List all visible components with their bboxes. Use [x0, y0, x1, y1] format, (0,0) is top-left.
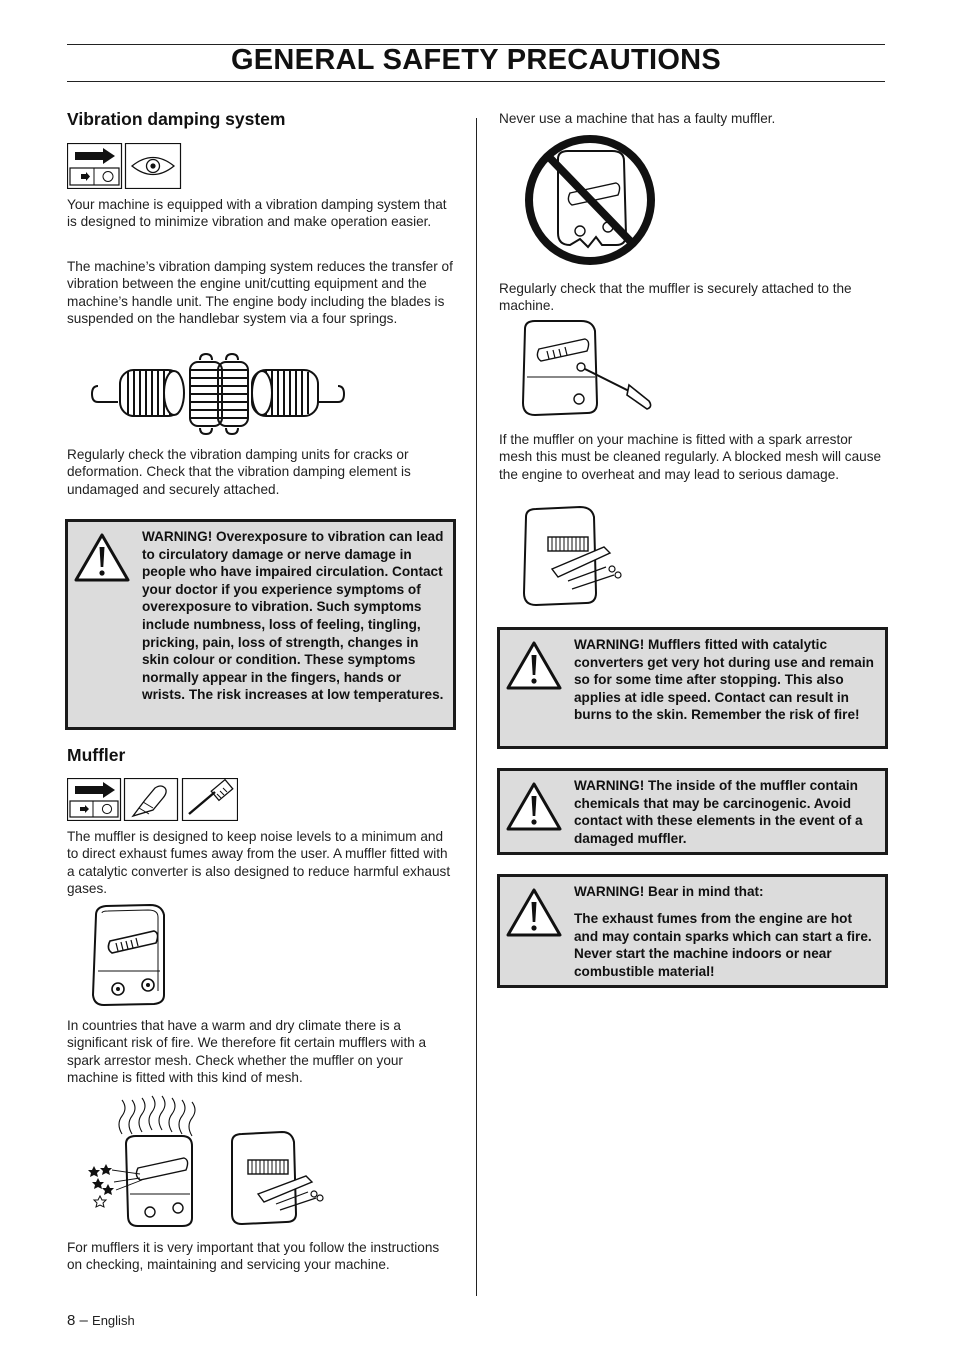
- vibration-paragraph-2: The machine’s vibration damping system reduces the transfer of vibration between the engine unit/cutting equipment and the machine’s handle unit. The engine body including the blades is suspended on the handlebar system via a four springs.: [67, 259, 453, 327]
- brush-icon: [183, 779, 238, 821]
- page-footer: [67, 1312, 135, 1329]
- catalytic-warning-box: [497, 627, 888, 749]
- right-paragraph-2: Regularly check that the muffler is securely attached to the machine.: [499, 281, 852, 314]
- exhaust-warning-text: The exhaust fumes from the engine are hot and may contain sparks which can start a fire. Never start the machine indoors or near combustible material!: [574, 911, 872, 979]
- muffler-illustration: [88, 903, 168, 1007]
- vibration-heading: Vibration damping system: [67, 109, 286, 129]
- page-title: GENERAL SAFETY PRECAUTIONS: [230, 44, 722, 76]
- muffler-screwdriver-illustration: [519, 319, 655, 417]
- muffler-paragraph-1: The muffler is designed to keep noise levels to a minimum and to direct exhaust fumes away from the user. A muffler fitted with a catalytic converter is also designed to reduce harmful exhaust gases.: [67, 829, 451, 897]
- inspect-book-icon: [68, 779, 121, 821]
- warning-triangle-icon: [506, 640, 562, 690]
- right-paragraph-3: If the muffler on your machine is fitted with a spark arrestor mesh this must be cleaned regularly. A blocked mesh will cause the engine to overheat and may lead to serious damage.: [499, 432, 882, 482]
- exhaust-warning-title: WARNING! Bear in mind that:: [574, 884, 764, 899]
- carcinogenic-warning-text: WARNING! The inside of the muffler contain chemicals that may be carcinogenic. Avoid contact with these elements in the event of a damaged muffler.: [574, 778, 863, 846]
- faulty-muffler-prohibited-illustration: [522, 133, 658, 267]
- muffler-paragraph-3: For mufflers it is very important that you follow the instructions on checking, maintaining and servicing your machine.: [67, 1240, 440, 1273]
- vibration-paragraph-1: Your machine is equipped with a vibration damping system that is designed to minimize vibration and make operation easier.: [67, 197, 447, 230]
- warning-triangle-icon: [506, 781, 562, 831]
- footer-language: English: [92, 1313, 135, 1328]
- right-paragraph-1: Never use a machine that has a faulty muffler.: [499, 111, 776, 126]
- muffler-paragraph-2: In countries that have a warm and dry climate there is a significant risk of fire. We therefore fit certain mufflers with a spark arrestor mesh. Check whether the muffler on your machine is fitted with this kind of mesh.: [67, 1018, 427, 1086]
- carcinogenic-warning-box: [497, 768, 888, 855]
- glove-icon: [125, 779, 178, 821]
- inspect-book-icon: [68, 144, 122, 189]
- warning-triangle-icon: [506, 887, 562, 937]
- muffler-symbols: [67, 778, 238, 821]
- muffler-heading: Muffler: [67, 745, 126, 765]
- catalytic-warning-text: WARNING! Mufflers fitted with catalytic converters get very hot during use and remain so for some time after stopping. This also applies at idle speed. Contact can result in burns to the skin. Remember the risk of fire!: [574, 637, 874, 723]
- vibration-symbols: [67, 143, 182, 189]
- vibration-warning-text: WARNING! Overexposure to vibration can lead to circulatory damage or nerve damage in people who have impaired circulation. Contact your doctor if you experience symptoms of overexposure to vibration. Such symptoms include numbness, loss of feeling, tingling, pricking, pain, loss of strength, changes in skin colour or condition. These symptoms normally appear in the fingers, hands or wrists. The risk increases at low temperatures.: [142, 529, 444, 703]
- vibration-springs-illustration: [90, 352, 346, 436]
- spark-arrestor-mesh-illustration: [522, 505, 622, 607]
- header-rule-bottom: [67, 81, 885, 82]
- vibration-warning-box: [65, 519, 456, 730]
- page-number: 8 –: [67, 1312, 88, 1329]
- eye-icon: [126, 144, 181, 189]
- muffler-hot-and-mesh-illustration: [86, 1094, 326, 1230]
- warning-triangle-icon: [74, 532, 130, 582]
- vibration-paragraph-3: Regularly check the vibration damping units for cracks or deformation. Check that the vibration damping element is undamaged and securely attached.: [67, 447, 411, 497]
- exhaust-warning-box: [497, 874, 888, 988]
- column-divider: [476, 118, 477, 1296]
